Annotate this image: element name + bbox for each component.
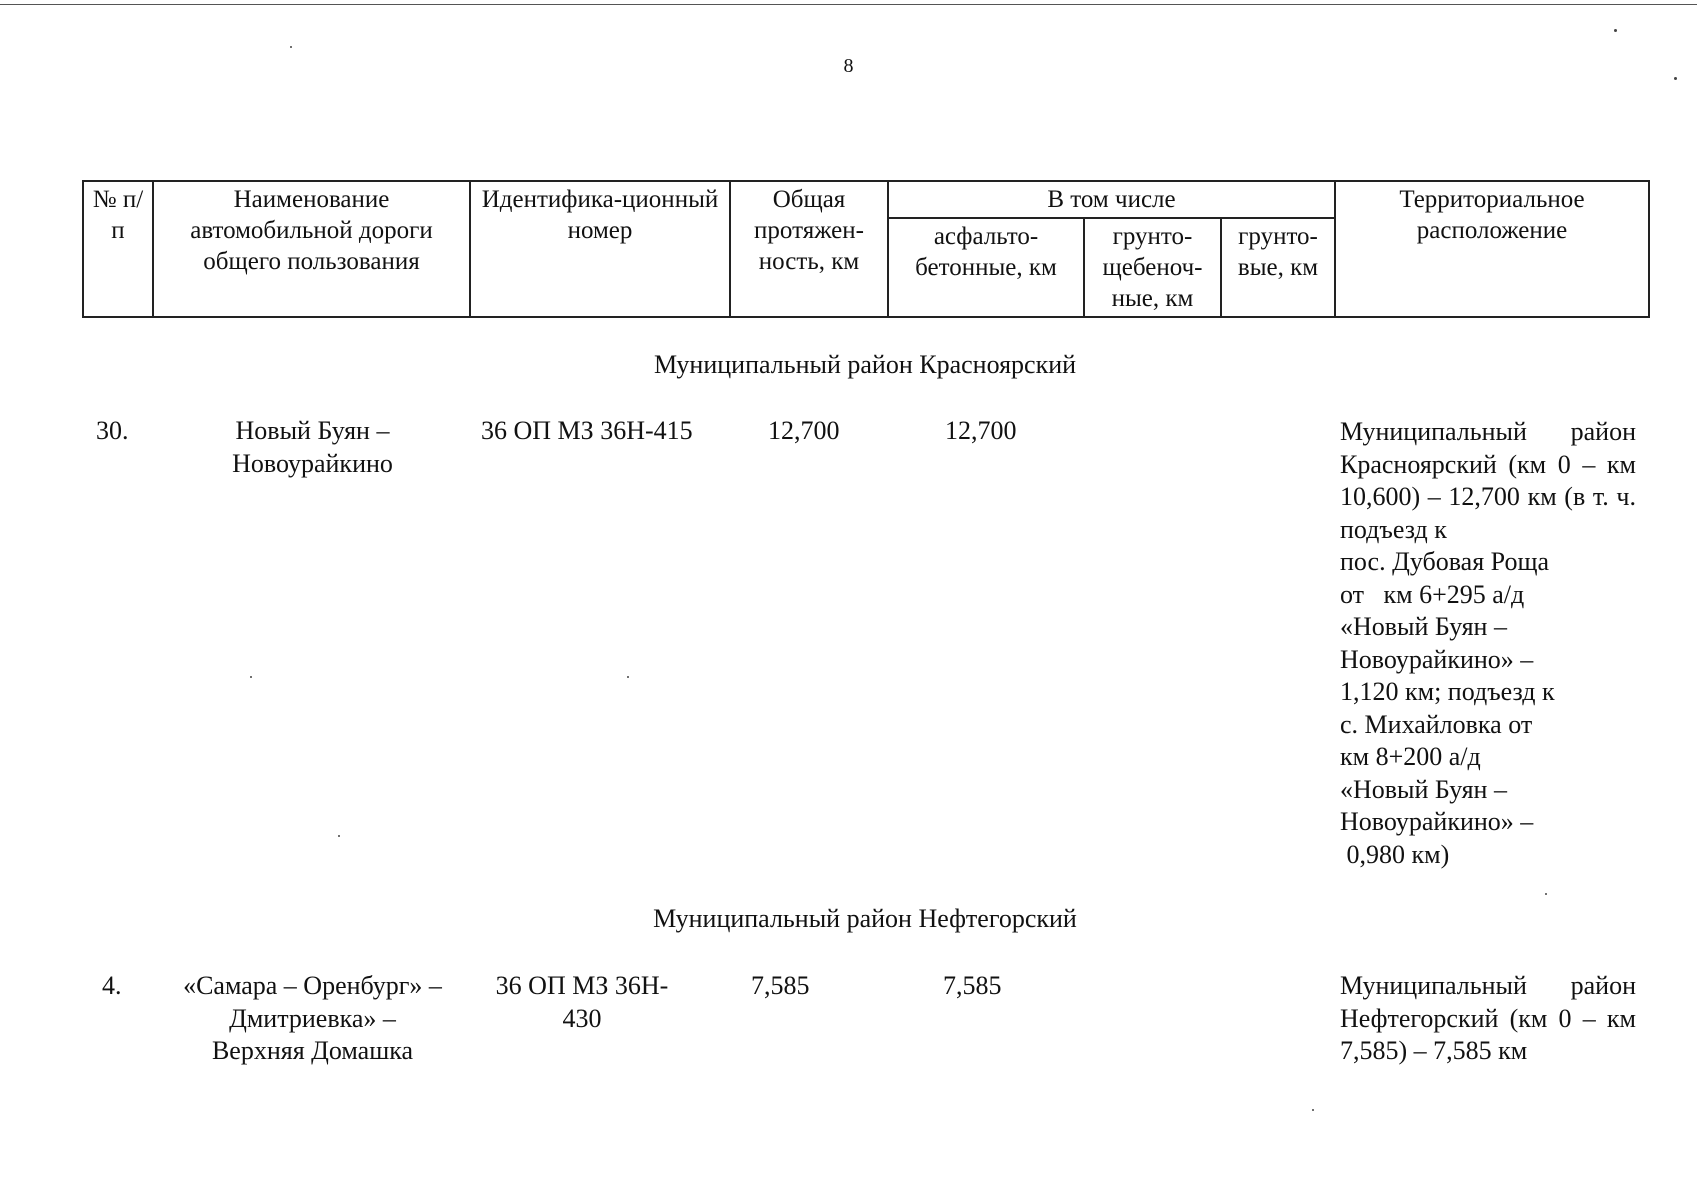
header-name: Наименование автомобильной дороги общего пользования [153,181,470,317]
road-name: Новый Буян – Новоурайкино [232,416,393,478]
scan-speck [1614,29,1617,32]
header-total-length: Общая протяжен-ность, км [730,181,888,317]
header-dirt: грунто-вые, км [1221,218,1335,317]
scan-speck [627,676,629,678]
scan-speck [250,676,252,678]
page-number: 8 [843,55,854,77]
header-asphalt: асфальто-бетонные, км [888,218,1084,317]
scan-speck [1312,1109,1314,1111]
header-location: Территориальное расположение [1335,181,1649,317]
road-location: Муниципальный район Нефтегорский (км 0 – км 7,585) – 7,585 км [1340,971,1636,1065]
header-no: № п/п [83,181,153,317]
road-asphalt-length: 12,700 [945,416,1017,445]
scan-speck [338,835,340,837]
header-including: В том числе [888,181,1335,218]
top-rule [0,4,1697,5]
table-header [82,180,1650,318]
row-number: 30. [96,416,129,445]
scan-speck [1674,77,1677,80]
section-heading: Муниципальный район Нефтегорский [653,904,1077,933]
header-gravel: грунто-щебеноч-ные, км [1084,218,1221,317]
road-id: 36 ОП МЗ 36Н-415 [481,416,693,445]
road-name: «Самара – Оренбург» – Дмитриевка» – Верхняя Домашка [183,971,442,1065]
section-heading: Муниципальный район Красноярский [653,350,1077,379]
scan-speck [1545,893,1547,895]
road-total-length: 7,585 [751,971,810,1000]
road-total-length: 12,700 [768,416,840,445]
road-asphalt-length: 7,585 [943,971,1002,1000]
scan-speck [290,46,292,48]
header-id-number: Идентифика-ционный номер [470,181,730,317]
road-id: 36 ОП МЗ 36Н- 430 [495,971,669,1033]
road-location: Муниципальный район Красноярский (км 0 – км 10,600) – 12,700 км (в т. ч. подъезд к пос. Дубовая Роща от км 6+295 а/д «Новый Буян – Новоурайкино» – 1,120 км; подъезд к с. Михайловка от км 8+200 а/д «Новый Буян – Новоурайкино» – 0,980 км) [1340,417,1636,869]
row-number: 4. [102,971,122,1000]
